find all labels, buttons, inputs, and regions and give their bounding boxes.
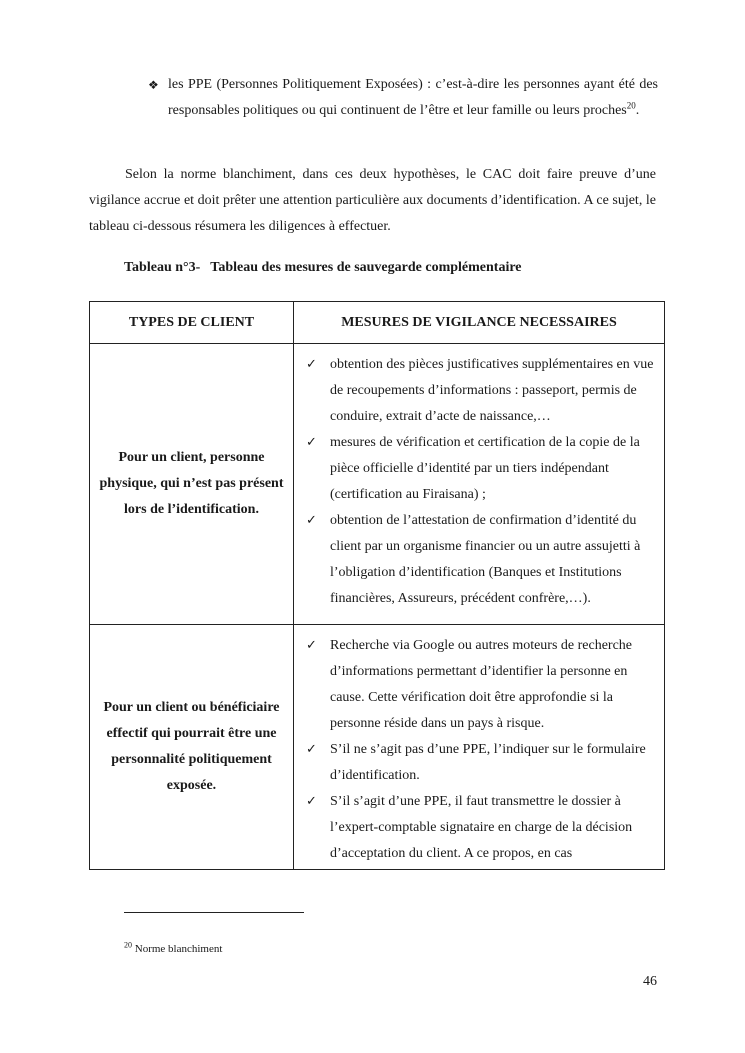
- measure-item: [304, 508, 656, 612]
- body-paragraph: Selon la norme blanchiment, dans ces deux hypothèses, le CAC doit faire preuve d’une vigilance accrue et doit prêter une attention particulière aux documents d’identification. A ce sujet, le tableau ci-dessous résumera les diligences à effectuer.: [89, 167, 656, 234]
- checkmark-icon: ✓: [306, 742, 317, 757]
- table-caption-title: Tableau des mesures de sauvegarde complémentaire: [210, 260, 522, 275]
- checkmark-icon: ✓: [306, 357, 317, 372]
- measure-text: S’il s’agit d’une PPE, il faut transmettre le dossier à l’expert-comptable signataire en charge de la décision d’acceptation du client. A ce propos, en cas: [330, 794, 633, 861]
- measure-item: [304, 430, 656, 508]
- client-type-cell: Pour un client ou bénéficiaire effectif qui pourrait être une personnalité politiquement exposée.: [90, 625, 294, 870]
- measure-text: Recherche via Google ou autres moteurs de recherche d’informations permettant d’identifier la personne en cause. Cette vérification doit être approfondie si la personne réside dans un pays à risque.: [330, 638, 633, 731]
- checkmark-icon: ✓: [306, 794, 317, 809]
- page-number: 46: [643, 974, 657, 989]
- measure-item: [304, 352, 656, 430]
- checkmark-icon: ✓: [306, 513, 317, 528]
- measure-item: [304, 789, 656, 867]
- ppe-bullet-item: [148, 72, 658, 124]
- measures-list: [304, 633, 656, 867]
- footnote-number: 20: [124, 940, 132, 950]
- measure-text: S’il ne s’agit pas d’une PPE, l’indiquer sur le formulaire d’identification.: [330, 742, 646, 783]
- measure-text: obtention de l’attestation de confirmation d’identité du client par un organisme financier ou un autre assujetti à l’obligation d’identification (Banques et Institutions financières, Assureurs, précédent confrère,…).: [330, 513, 641, 606]
- vigilance-measures-table: [89, 301, 665, 870]
- ppe-bullet-body: les PPE (Personnes Politiquement Exposées) : c’est-à-dire les personnes ayant été des responsables politiques ou qui continuent de l’être et leur famille ou leurs proches: [168, 77, 658, 118]
- measure-text: mesures de vérification et certification de la copie de la pièce officielle d’identité par un tiers indépendant (certification au Firaisana) ;: [330, 435, 640, 502]
- measure-text: obtention des pièces justificatives supplémentaires en vue de recoupements d’informations : passeport, permis de conduire, extrait d’acte de naissance,…: [330, 357, 654, 424]
- table-header-row: [90, 302, 665, 344]
- checkmark-icon: ✓: [306, 638, 317, 653]
- footnote-divider: [124, 912, 304, 913]
- measures-list: [304, 352, 656, 612]
- footnote: [124, 940, 223, 955]
- header-vigilance-measures: MESURES DE VIGILANCE NECESSAIRES: [294, 302, 665, 344]
- ppe-bullet-end: .: [635, 103, 640, 118]
- measures-cell: [294, 344, 665, 625]
- table-row: [90, 344, 665, 625]
- ppe-bullet-text: [168, 72, 658, 124]
- table-caption-number: Tableau n°3-: [124, 260, 201, 275]
- checkmark-icon: ✓: [306, 435, 317, 450]
- measures-cell: [294, 625, 665, 870]
- table-row: [90, 625, 665, 870]
- measure-item: [304, 633, 656, 737]
- header-client-types: TYPES DE CLIENT: [90, 302, 294, 344]
- client-type-cell: Pour un client, personne physique, qui n’est pas présent lors de l’identification.: [90, 344, 294, 625]
- diamond-bullet-icon: ❖: [148, 78, 159, 92]
- footnote-reference[interactable]: 20: [626, 100, 636, 111]
- table-caption: [124, 258, 522, 278]
- footnote-text: Norme blanchiment: [134, 943, 223, 955]
- measure-item: [304, 737, 656, 789]
